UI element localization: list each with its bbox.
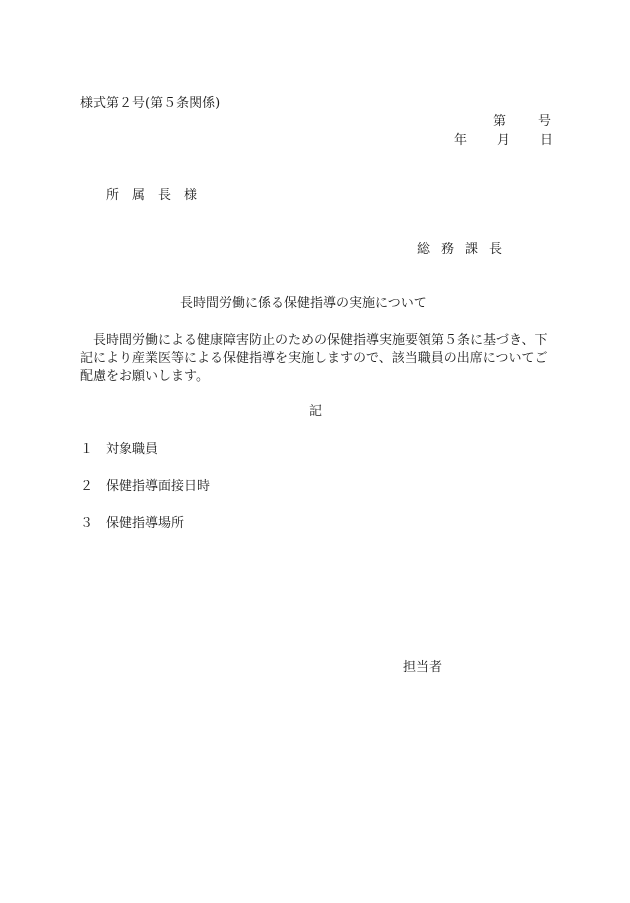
item-1-number: １ [80,442,94,457]
item-1 [80,442,158,458]
sender: 総務課長 [417,242,514,257]
recipient: 所属長様 [106,188,211,203]
item-3-number: ３ [80,516,94,531]
item-3-label: 保健指導場所 [106,516,185,531]
doc-number-prefix: 第 [493,114,507,129]
item-2-label: 保健指導面接日時 [106,479,211,494]
item-3 [80,516,184,532]
item-1-label: 対象職員 [106,442,159,457]
body-paragraph: 長時間労働による健康障害防止のための保健指導実施要領第５条に基づき、下記により産業医等による保健指導を実施しますので、該当職員の出席についてご配慮をお願いします。 [80,333,548,384]
ki-heading: 記 [309,404,323,419]
date-month: 月 [497,133,511,148]
contact-label: 担当者 [403,660,443,675]
date-day: 日 [540,133,554,148]
document-title: 長時間労働に係る保健指導の実施について [180,296,427,311]
doc-number-suffix: 号 [538,114,552,129]
form-number: 様式第２号(第５条関係) [80,96,221,111]
item-2-number: ２ [80,479,94,494]
item-2 [80,479,210,495]
date-year: 年 [454,133,468,148]
